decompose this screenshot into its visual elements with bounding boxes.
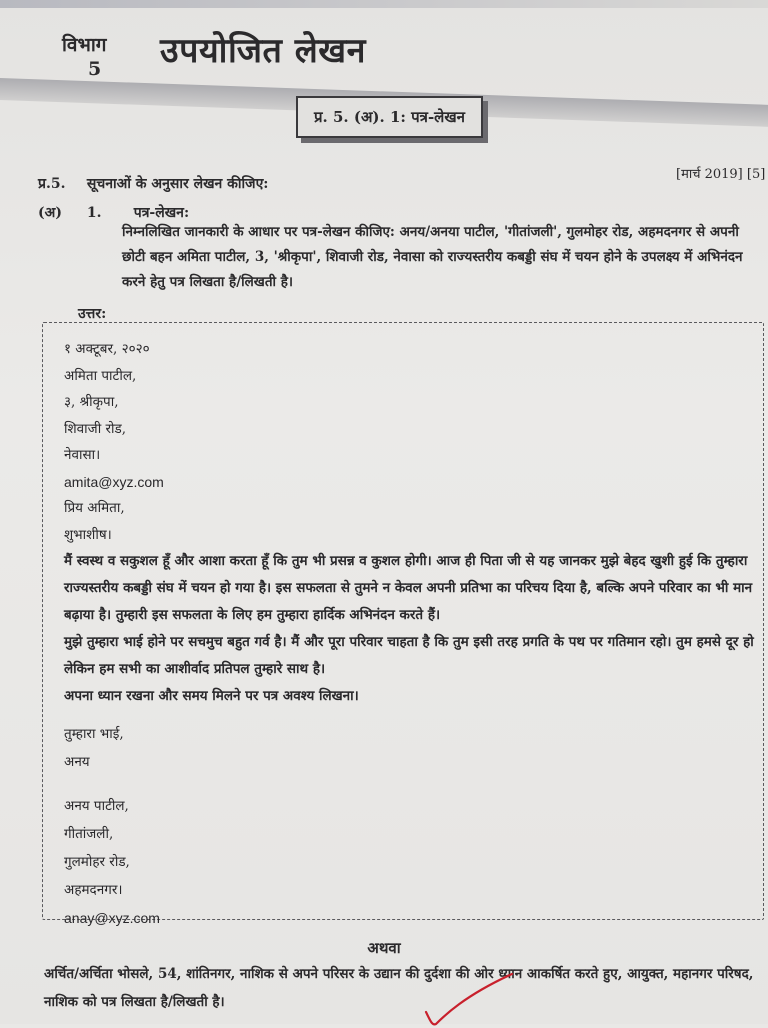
letter-paragraph: मैं स्वस्थ व सकुशल हूँ और आशा करता हूँ कि तुम भी प्रसन्न व कुशल होगी। आज ही पिता जी से यह जानकर मुझे बेहद खुशी हुई कि तुम्हारा राज्यस्तरीय कबड्डी संघ में चयन हो गया है। इस सफलता से तुमने न केवल अपनी प्रतिभा का परिचय दिया है, बल्कि अपने परिवार का भी मान बढ़ाया है। तुम्हारी इस सफलता के लिए हम तुम्हारा हार्दिक अभिनंदन करते हैं। — [64, 553, 753, 623]
check-mark-icon — [424, 972, 514, 1028]
sub-title: पत्र-लेखन: — [133, 205, 190, 221]
exam-tag: [मार्च 2019] [5] — [676, 167, 766, 182]
sender-address-line: गुलमोहर रोड, — [64, 854, 130, 870]
letter — [64, 336, 764, 932]
answer-label: उत्तर: — [78, 306, 107, 322]
recipient-line: शिवाजी रोड, — [64, 420, 127, 437]
sub-label: (अ) — [38, 205, 62, 221]
sender-address-line: अहमदनगर। — [64, 882, 123, 898]
section-word: विभाग — [62, 34, 107, 56]
section-label — [62, 34, 152, 82]
instruction-text: निम्नलिखित जानकारी के आधार पर पत्र-लेखन कीजिए: अनय/अनया पाटील, 'गीतांजली', गुलमोहर रोड, अहमदनगर से अपनी छोटी बहन अमिता पाटील, 3, 'श्रीकृपा', शिवाजी रोड, नेवासा को राज्यस्तरीय कबड्डी संघ में चयन होने के उपलक्ष्य में अभिनंदन करने हेतु पत्र लिखता है/लिखती है। — [122, 224, 743, 290]
or-label: अथवा — [367, 939, 401, 957]
question-text: सूचनाओं के अनुसार लेखन कीजिए: — [86, 176, 269, 192]
section-number: 5 — [88, 57, 102, 80]
greeting: शुभाशीष। — [64, 526, 112, 543]
recipient-line: अमिता पाटील, — [64, 367, 137, 384]
letter-date: १ अक्टूबर, २०२० — [64, 341, 150, 357]
sender-name: अनय — [64, 754, 90, 770]
question-heading-box: प्र. 5. (अ). 1: पत्र-लेखन — [296, 96, 483, 138]
sender-email: anay@xyz.com — [64, 910, 160, 926]
page-title: उपयोजित लेखन — [160, 31, 366, 71]
letter-paragraph: मुझे तुम्हारा भाई होने पर सचमुच बहुत गर्व है। मैं और पूरा परिवार चाहता है कि तुम इसी तरह प्रगति के पथ पर गतिमान रहो। तुम हमसे दूर हो लेकिन हम सभी का आशीर्वाद प्रतिपल तुम्हारे साथ है। — [64, 634, 754, 677]
recipient-email: amita@xyz.com — [64, 473, 164, 490]
salutation: प्रिय अमिता, — [64, 500, 125, 516]
question-line — [38, 174, 268, 193]
page-top-edge — [0, 0, 768, 8]
sender-address-line: गीतांजली, — [64, 826, 114, 842]
closing-line: तुम्हारा भाई, — [64, 726, 124, 742]
sender-address-line: अनय पाटील, — [64, 798, 129, 814]
sub-number: 1. — [86, 205, 102, 221]
recipient-line: ३, श्रीकृपा, — [64, 394, 119, 410]
recipient-line: नेवासा। — [64, 447, 101, 463]
question-number: प्र.5. — [38, 176, 66, 192]
alternate-question: अर्चित/अर्चिता भोसले, 54, शांतिनगर, नाशिक से अपने परिसर के उद्यान की दुर्दशा की ओर ध्यान आकर्षित करते हुए, आयुक्त, महानगर परिषद, नाशिक को पत्र लिखता है/लिखती है। — [44, 966, 754, 1010]
letter-paragraph: अपना ध्यान रखना और समय मिलने पर पत्र अवश्य लिखना। — [64, 688, 359, 704]
